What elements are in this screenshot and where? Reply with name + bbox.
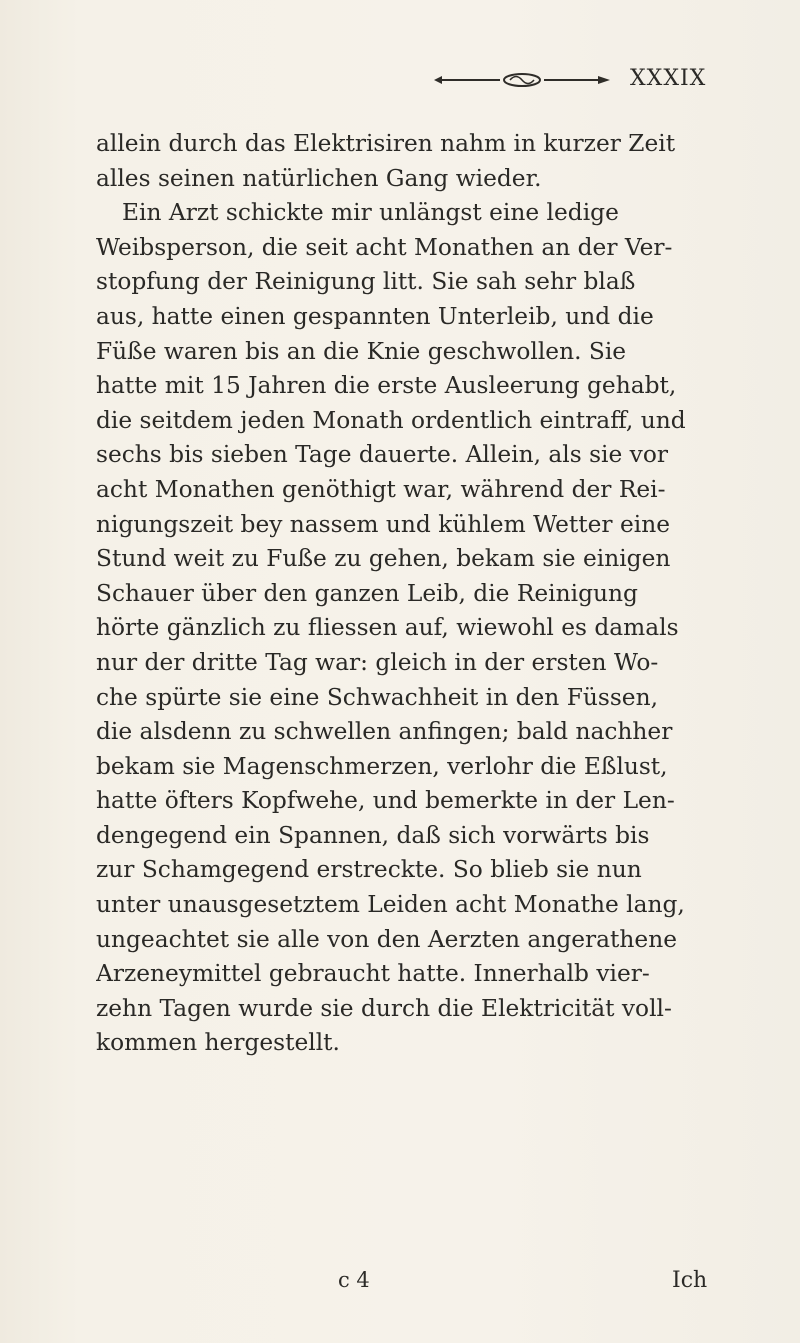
ornament-rule <box>430 70 615 90</box>
text-line: unter unausgesetztem Leiden acht Monathe lang, <box>96 891 685 919</box>
text-line: Weibsperson, die seit acht Monathen an der Ver- <box>96 233 673 261</box>
text-line: hatte öfters Kopfwehe, und bemerkte in der Len- <box>96 787 675 815</box>
page-footer <box>0 1268 800 1298</box>
text-line: nigungszeit bey nassem und kühlem Wetter eine <box>96 510 670 538</box>
text-line: acht Monathen genöthigt war, während der Rei- <box>96 475 666 503</box>
page-header <box>430 66 730 94</box>
text-line: zehn Tagen wurde sie durch die Elektricität voll- <box>96 994 672 1022</box>
text-line: die alsdenn zu schwellen anfingen; bald nachher <box>96 718 673 746</box>
text-line: hatte mit 15 Jahren die erste Ausleerung gehabt, <box>96 372 677 400</box>
text-line: Ein Arzt schickte mir unlängst eine ledige <box>122 199 619 227</box>
text-line: die seitdem jeden Monath ordentlich eintraff, und <box>96 406 686 434</box>
body-text <box>96 127 736 1061</box>
text-line: che spürte sie eine Schwachheit in den Füssen, <box>96 683 658 711</box>
text-line: aus, hatte einen gespannten Unterleib, und die <box>96 302 654 330</box>
text-line: sechs bis sieben Tage dauerte. Allein, als sie vor <box>96 441 669 469</box>
text-line: Stund weit zu Fuße zu gehen, bekam sie einigen <box>96 545 671 573</box>
text-line: kommen hergestellt. <box>96 1029 340 1057</box>
text-line: ungeachtet sie alle von den Aerzten angerathene <box>96 925 678 953</box>
text-line: stopfung der Reinigung litt. Sie sah sehr blaß <box>96 268 636 296</box>
text-line: zur Schamgegend erstreckte. So blieb sie nun <box>96 856 642 884</box>
catchword: Ich <box>672 1268 708 1293</box>
text-line: dengegend ein Spannen, daß sich vorwärts bis <box>96 821 650 849</box>
text-line: allein durch das Elektrisiren nahm in kurzer Zeit <box>96 130 676 157</box>
text-line: bekam sie Magenschmerzen, verlohr die Eßlust, <box>96 752 668 780</box>
text-line: Füße waren bis an die Knie geschwollen. Sie <box>96 337 627 365</box>
text-line: nur der dritte Tag war: gleich in der ersten Wo- <box>96 648 659 676</box>
text-line: Schauer über den ganzen Leib, die Reinigung <box>96 579 638 607</box>
page-number: XXXIX <box>630 66 707 91</box>
text-line: alles seinen natürlichen Gang wieder. <box>96 164 542 192</box>
text-line: hörte gänzlich zu fliessen auf, wiewohl es damals <box>96 614 679 642</box>
text-line: Arzeneymittel gebraucht hatte. Innerhalb vier- <box>96 960 650 988</box>
signature-mark: c 4 <box>338 1268 370 1292</box>
